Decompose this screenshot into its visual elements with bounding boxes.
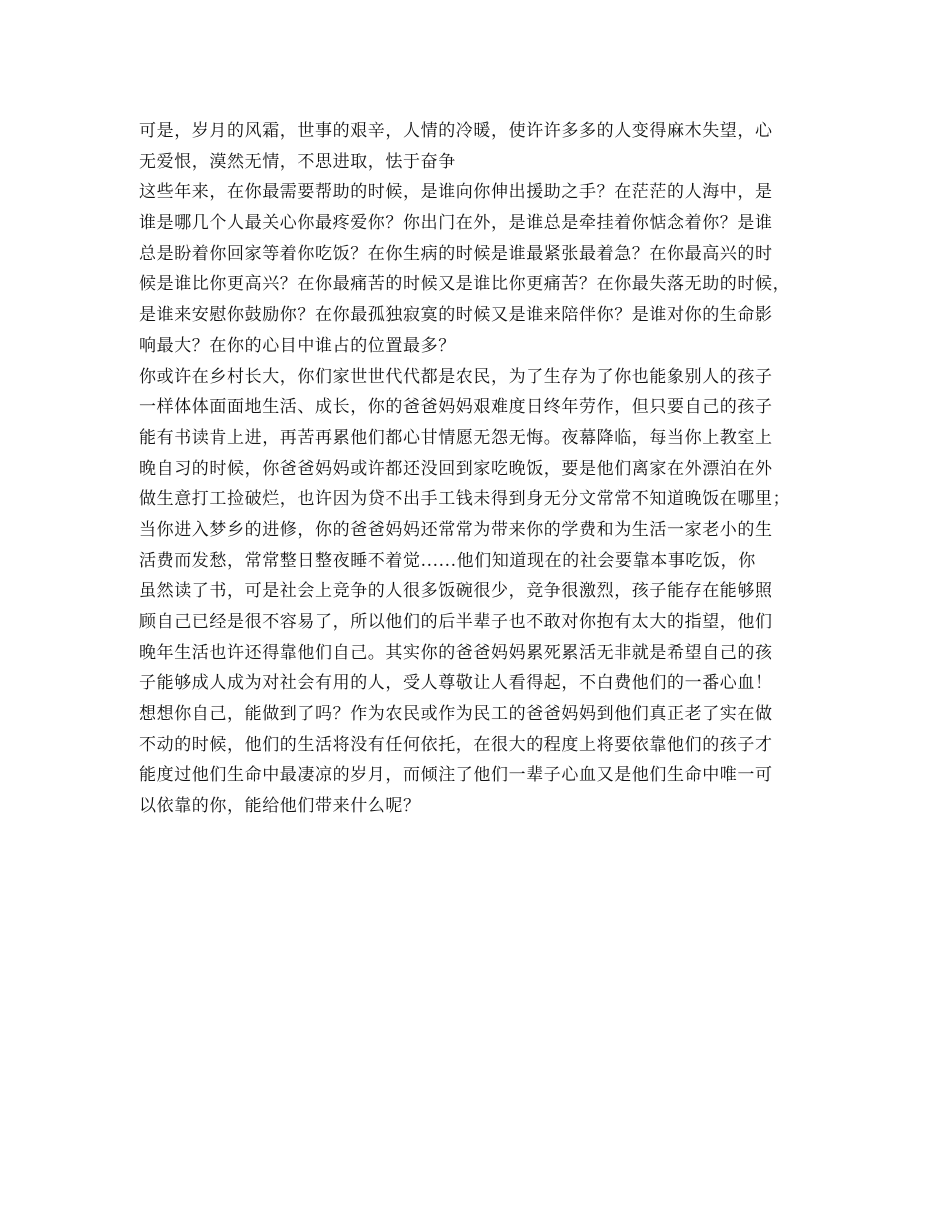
text-line: 虽然读了书，可是社会上竞争的人很多饭碗很少，竞争很激烈，孩子能存在能够照 [139, 581, 773, 602]
text-line: 无爱恨，漠然无情，不思进取，怯于奋争 [139, 151, 456, 172]
text-line: 是谁来安慰你鼓励你？在你最孤独寂寞的时候又是谁来陪伴你？是谁对你的生命影 [139, 305, 773, 326]
text-line: 这些年来，在你最需要帮助的时候，是谁向你伸出援助之手？在茫茫的人海中，是 [139, 182, 773, 203]
text-line: 做生意打工捡破烂，也许因为贷不出手工钱未得到身无分文常常不知道晚饭在哪里； [139, 489, 791, 510]
text-line: 以依靠的你，能给他们带来什么呢？ [139, 796, 421, 817]
text-line: 子能够成人成为对社会有用的人，受人尊敬让人看得起，不白费他们的一番心血！ [139, 673, 773, 694]
text-line: 顾自己已经是很不容易了，所以他们的后半辈子也不敢对你抱有太大的指望，他们 [139, 612, 773, 632]
text-line: 能有书读肯上进，再苦再累他们都心甘情愿无怨无悔。夜幕降临，每当你上教室上 [139, 427, 773, 448]
text-line: 晚自习的时候，你爸爸妈妈或许都还没回到家吃晚饭，要是他们离家在外漂泊在外 [139, 458, 773, 479]
text-line: 能度过他们生命中最凄凉的岁月，而倾注了他们一辈子心血又是他们生命中唯一可 [139, 765, 773, 786]
text-line: 响最大？在你的心目中谁占的位置最多？ [139, 335, 456, 356]
text-line: 晚年生活也许还得靠他们自己。其实你的爸爸妈妈累死累活无非就是希望自己的孩 [139, 642, 773, 663]
text-line: 想想你自己，能做到了吗？作为农民或作为民工的爸爸妈妈到他们真正老了实在做 [139, 704, 773, 725]
text-line: 候是谁比你更高兴？在你最痛苦的时候又是谁比你更痛苦？在你最失落无助的时候， [139, 274, 791, 295]
text-line: 当你进入梦乡的进修，你的爸爸妈妈还常常为带来你的学费和为生活一家老小的生 [139, 519, 773, 540]
text-line: 可是，岁月的风霜，世事的艰辛，人情的冷暖，使许许多多的人变得麻木失望，心 [139, 121, 773, 141]
body-text [139, 116, 819, 822]
text-line: 你或许在乡村长大，你们家世世代代都是农民，为了生存为了你也能象别人的孩子 [139, 366, 773, 387]
text-line: 不动的时候，他们的生活将没有任何依托，在很大的程度上将要依靠他们的孩子才 [139, 734, 773, 755]
text-line: 活费而发愁，常常整日整夜睡不着觉......他们知道现在的社会要靠本事吃饭，你 [139, 550, 756, 571]
text-line: 谁是哪几个人最关心你最疼爱你？你出门在外，是谁总是牵挂着你惦念着你？是谁 [139, 213, 773, 234]
text-line: 一样体体面面地生活、成长，你的爸爸妈妈艰难度日终年劳作，但只要自己的孩子 [139, 397, 773, 418]
text-line: 总是盼着你回家等着你吃饭？在你生病的时候是谁最紧张最着急？在你最高兴的时 [139, 243, 773, 264]
